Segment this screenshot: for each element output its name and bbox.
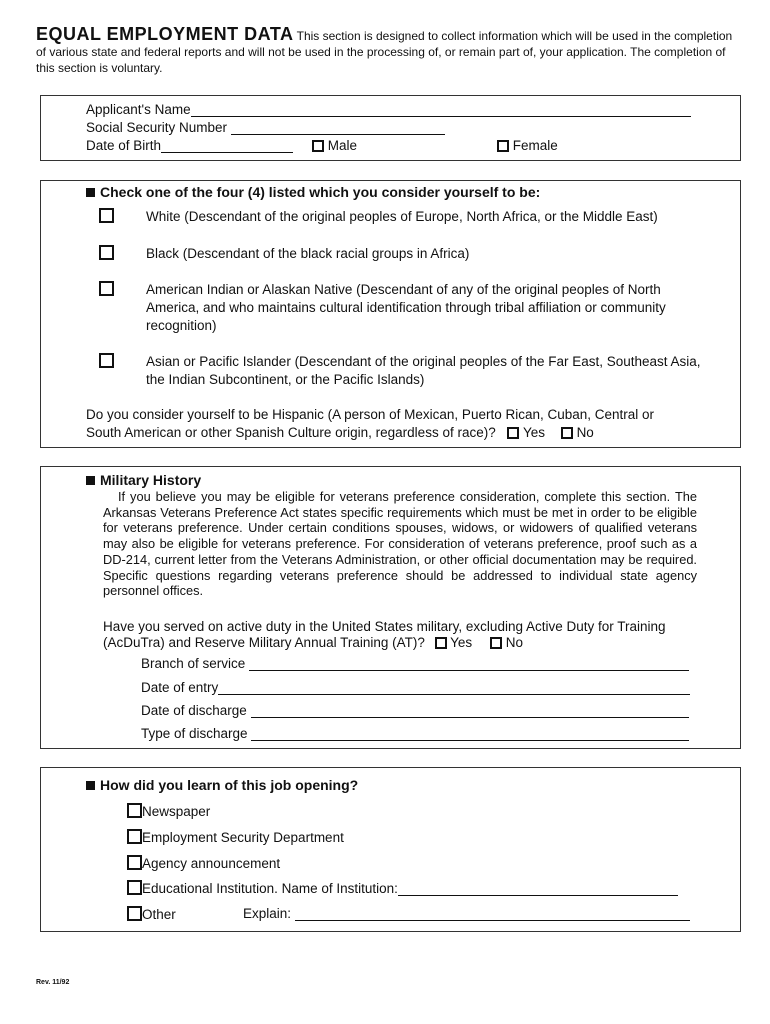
race-option-black: Black (Descendant of the black racial groups in Africa): [146, 246, 470, 261]
institution-name-field[interactable]: [398, 883, 678, 896]
job-source-heading: How did you learn of this job opening?: [86, 777, 358, 793]
name-row: [86, 102, 691, 117]
bullet-square-icon: [86, 476, 95, 485]
name-label: Applicant's Name: [86, 102, 191, 117]
other-checkbox[interactable]: [127, 906, 142, 921]
military-paragraph: If you believe you may be eligible for veterans preference consideration, complete this section. The Arkansas Veterans Preference Act states specific requirements which must be met in order to be eligible for veterans preference. Under certain conditions spouses, widows, or widowers of qualified veterans may also be eligible for veterans preference. For consideration of veterans preference, proof such as a DD-214, current letter from the Veterans Administration, or other official documentation may be required. Specific questions regarding veterans preference should be addressed to individual state agency personnel offices.: [103, 489, 697, 599]
race-black-checkbox[interactable]: [99, 245, 114, 260]
race-white-checkbox[interactable]: [99, 208, 114, 223]
female-checkbox[interactable]: [497, 140, 509, 152]
branch-row: Branch of service: [141, 656, 689, 671]
hispanic-no-label: No: [576, 425, 594, 440]
name-field[interactable]: [191, 104, 691, 117]
ssn-row: [86, 120, 445, 135]
source-agency-announcement: Agency announcement: [127, 855, 280, 871]
military-no-label: No: [505, 635, 523, 650]
discharge-type-row: Type of discharge: [141, 726, 689, 741]
source-employment-security: Employment Security Department: [127, 829, 344, 845]
hispanic-question-line1: Do you consider yourself to be Hispanic (A person of Mexican, Puerto Rican, Cuban, Central or: [86, 407, 655, 422]
source-other: Other: [127, 906, 176, 922]
female-label: Female: [512, 138, 558, 153]
hispanic-no-checkbox[interactable]: [561, 427, 573, 439]
agency-announcement-checkbox[interactable]: [127, 855, 142, 870]
military-question-line1: Have you served on active duty in the United States military, excluding Active Duty for Training: [103, 619, 666, 634]
dob-row: [86, 138, 293, 153]
page-header: [36, 26, 736, 76]
race-option-native: American Indian or Alaskan Native (Descendant of any of the original peoples of North America, and who maintains cultural identification through tribal affiliation or community recognition): [146, 282, 666, 333]
dob-label: Date of Birth: [86, 138, 162, 153]
ssn-label: Social Security Number: [86, 120, 228, 135]
military-yes-checkbox[interactable]: [435, 637, 447, 649]
discharge-date-field[interactable]: [251, 705, 689, 718]
military-question-line2: (AcDuTra) and Reserve Military Annual Training (AT)? Yes No: [103, 635, 523, 650]
bullet-square-icon: [86, 781, 95, 790]
hispanic-yes-label: Yes: [523, 425, 546, 440]
intro-rest: completion of various state and federal reports and will not be used in the processing of, or remain part of, your application. The completion of this section is voluntary.: [36, 29, 733, 75]
revision-note: Rev. 11/92: [36, 979, 70, 986]
race-option-asian: Asian or Pacific Islander (Descendant of the original peoples of the Far East, Southeast Asia, the Indian Subcontinent, or the Pacific Islands): [146, 354, 701, 387]
hispanic-yes-checkbox[interactable]: [507, 427, 519, 439]
race-option-white: White (Descendant of the original peoples of Europe, North Africa, or the Middle East): [146, 209, 658, 224]
race-heading: Check one of the four (4) listed which you consider yourself to be:: [86, 184, 540, 200]
employment-security-checkbox[interactable]: [127, 829, 142, 844]
page-title: EQUAL EMPLOYMENT DATA: [36, 24, 294, 44]
female-option: [497, 138, 558, 153]
discharge-date-row: Date of discharge: [141, 703, 689, 718]
explain-row: Explain:: [243, 906, 690, 921]
source-newspaper: Newspaper: [127, 803, 210, 819]
branch-field[interactable]: [249, 658, 689, 671]
discharge-type-field[interactable]: [251, 728, 689, 741]
educational-institution-checkbox[interactable]: [127, 880, 142, 895]
ssn-field[interactable]: [231, 122, 445, 135]
intro-first: This section is designed to collect information which will be used in the: [296, 29, 671, 43]
military-heading: Military History: [86, 472, 201, 488]
explain-field[interactable]: [295, 908, 690, 921]
race-asian-checkbox[interactable]: [99, 353, 114, 368]
military-yes-label: Yes: [450, 635, 473, 650]
male-label: Male: [327, 138, 358, 153]
male-option: [312, 138, 357, 153]
military-no-checkbox[interactable]: [490, 637, 502, 649]
male-checkbox[interactable]: [312, 140, 324, 152]
dob-field[interactable]: [161, 140, 293, 153]
source-educational-institution: Educational Institution. Name of Institution:: [127, 880, 678, 896]
entry-date-row: Date of entry: [141, 680, 690, 695]
bullet-square-icon: [86, 188, 95, 197]
race-native-checkbox[interactable]: [99, 281, 114, 296]
hispanic-question-line2: South American or other Spanish Culture origin, regardless of race)? Yes No: [86, 425, 594, 440]
newspaper-checkbox[interactable]: [127, 803, 142, 818]
entry-date-field[interactable]: [218, 682, 690, 695]
